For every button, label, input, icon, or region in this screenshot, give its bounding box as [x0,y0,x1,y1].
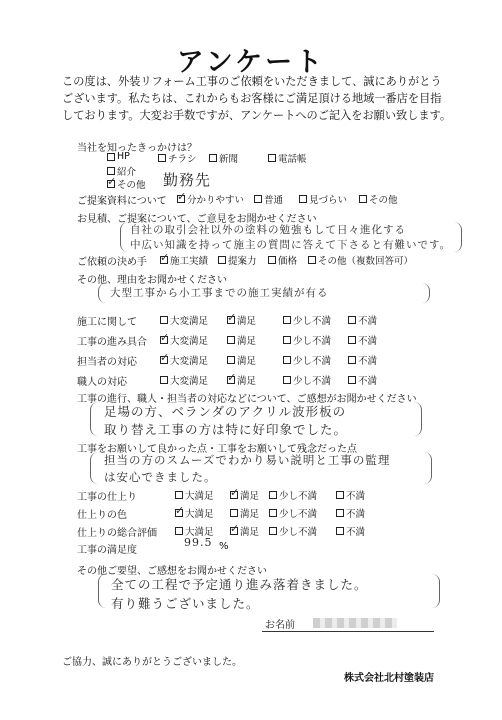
checkbox[interactable] [218,256,226,264]
q8-answer-line-1: 担当の方のスムーズでわかり易い説明と工事の監理 [104,453,391,467]
q1-option-newspaper[interactable]: 新聞 [209,151,238,165]
name-label: お名前 [265,620,295,631]
q4-option-other[interactable]: その他（複数回答可） [308,253,413,267]
checkbox[interactable] [348,336,356,344]
rating-option-0-0[interactable]: 大変満足 [160,313,208,327]
rating-option-1-0[interactable]: ✓ 大変満足 [160,333,208,347]
name-underline [262,631,434,632]
checkbox[interactable] [107,153,115,161]
finish-option-0-2[interactable]: 少し不満 [269,488,317,502]
q4-option-price[interactable]: 価格 [268,253,297,267]
q3-answer-line-2: 中広い知識を持って施主の質問に答えて下さると有難いです。 [130,239,452,251]
checkbox-checked[interactable] [177,195,185,203]
checkbox[interactable] [308,256,316,264]
rating-option-3-3[interactable]: 不満 [348,373,377,387]
checkbox-checked[interactable] [230,527,238,535]
q1-other-text: 勤務先 [163,171,212,189]
checkbox-checked[interactable] [227,316,235,324]
checkbox-checked[interactable] [175,509,183,517]
checkbox[interactable] [359,195,367,203]
finish-label-overall: 仕上りの総合評価 [77,528,157,539]
q7-label: 工事の進行、職人・担当者の対応などについて、ご感想がお聞かせください [77,394,417,405]
finish-label-color: 仕上りの色 [77,510,127,521]
checkbox-checked[interactable] [160,356,168,364]
rating-label-staff: 担当者の対応 [77,357,137,368]
finish-option-1-3[interactable]: 不満 [336,506,365,520]
finish-option-2-2[interactable]: 少し不満 [269,524,317,538]
q1-option-phonebook[interactable]: 電話帳 [268,151,307,165]
rating-option-2-1[interactable]: 満足 [227,353,256,367]
intro-line-2: ございます。私たちは、これからもお客様にご満足頂ける地域一番店を目指 [62,92,442,105]
rating-option-1-2[interactable]: 少し不満 [283,333,331,347]
q2-option-hard[interactable]: 見づらい [299,192,347,206]
rating-option-1-1[interactable]: 満足 [227,333,256,347]
checkbox[interactable] [348,376,356,384]
checkbox[interactable] [268,256,276,264]
satisfaction-unit: % [219,541,229,552]
q1-label: 当社を知ったきっかけは？ [77,143,197,154]
rating-option-2-2[interactable]: 少し不満 [283,353,331,367]
rating-label-progress: 工事の進み具合 [77,337,147,348]
checkbox[interactable] [230,509,238,517]
q7-answer-line-1: 足場の方、ベランダのアクリル波形板の [104,404,347,419]
intro-line-1: この度は、外装リフォーム工事のご依頼をいただきまして、誠にありがとう [62,75,442,88]
checkbox[interactable] [227,356,235,364]
rating-option-2-3[interactable]: 不満 [348,353,377,367]
checkbox[interactable] [299,195,307,203]
checkbox-checked[interactable] [160,256,168,264]
checkbox[interactable] [336,491,344,499]
checkbox[interactable] [107,167,115,175]
finish-option-1-2[interactable]: 少し不満 [269,506,317,520]
rating-option-0-1[interactable]: ✓ 満足 [227,313,256,327]
finish-label-quality: 工事の仕上り [77,492,137,503]
rating-option-1-3[interactable]: 不満 [348,333,377,347]
q5-label: その他、理由をお聞かせください [77,275,227,286]
q1-option-flyer[interactable]: チラシ [158,151,197,165]
checkbox-checked[interactable] [227,376,235,384]
q4-label: ご依頼の決め手 [77,257,147,268]
finish-option-0-3[interactable]: 不満 [336,488,365,502]
rating-option-2-0[interactable]: ✓ 大変満足 [160,353,208,367]
q5-answer: 大型工事から小工事までの施工実績が有る [110,287,329,299]
rating-option-3-2[interactable]: 少し不満 [283,373,331,387]
checkbox[interactable] [254,195,262,203]
checkbox[interactable] [227,336,235,344]
checkbox[interactable] [283,336,291,344]
checkbox-checked[interactable] [107,180,115,188]
checkbox-checked[interactable] [230,491,238,499]
rating-option-3-1[interactable]: ✓ 満足 [227,373,256,387]
checkbox[interactable] [348,356,356,364]
rating-label-construction: 施工に関して [77,317,137,328]
company-name: 株式会社北村塗装店 [344,673,434,684]
satisfaction-value: 99.5 [184,536,213,549]
finish-option-0-1[interactable]: ✓ 満足 [230,488,259,502]
q8-label: 工事をお願いして良かった点・工事をお願いして残念だった点 [77,444,357,455]
checkbox[interactable] [269,491,277,499]
checkbox[interactable] [209,154,217,162]
q10-answer-line-2: 有り難うございました。 [111,596,260,611]
satisfaction-label: 工事の満足度 [77,545,137,556]
rating-option-3-0[interactable]: 大変満足 [160,373,208,387]
checkbox[interactable] [160,316,168,324]
q4-option-proposal[interactable]: 提案力 [218,253,257,267]
checkbox[interactable] [160,376,168,384]
intro-line-3: しております。大変お手数ですが、アンケートへのご記入をお願い致します。 [62,109,452,122]
checkbox[interactable] [348,316,356,324]
checkbox[interactable] [269,509,277,517]
checkbox[interactable] [283,316,291,324]
q2-option-other[interactable]: その他 [359,192,398,206]
checkbox[interactable] [283,376,291,384]
finish-option-0-0[interactable]: 大満足 [175,488,214,502]
checkbox-checked[interactable] [160,336,168,344]
finish-option-1-1[interactable]: 満足 [230,506,259,520]
finish-option-2-1[interactable]: ✓ 満足 [230,524,259,538]
q8-answer-line-2: は安心できました。 [104,470,217,484]
q10-answer-line-1: 全ての工程で予定通り進み落着きました。 [111,577,368,592]
redacted-name [313,618,397,628]
finish-option-1-0[interactable]: ✓ 大満足 [175,506,214,520]
page-title: アンケート [176,47,326,78]
rating-option-0-3[interactable]: 不満 [348,313,377,327]
q3-answer-line-1: 自社の取引会社以外の塗料の勉強もして日々進化する [130,224,406,236]
checkbox[interactable] [175,527,183,535]
finish-option-2-0[interactable]: 大満足 [175,524,214,538]
checkbox[interactable] [268,154,276,162]
checkbox[interactable] [336,527,344,535]
q1-option-hp[interactable]: HP [107,151,130,162]
q1-option-other[interactable]: ✓ その他 [107,177,146,191]
q10-label: その他ご要望、ご感想をお聞かせください [77,566,267,577]
q2-option-clear[interactable]: ✓ 分かりやすい [177,192,244,206]
q7-answer-line-2: 取り替え工事の方は特に好印象でした。 [104,422,348,437]
rating-option-0-2[interactable]: 少し不満 [283,313,331,327]
checkbox[interactable] [336,509,344,517]
q4-option-track-record[interactable]: ✓ 施工実績 [160,253,208,267]
q2-label: ご提案資料について [77,196,167,207]
checkbox[interactable] [269,527,277,535]
checkbox[interactable] [175,491,183,499]
footer-thanks: ご協力、誠にありがとうございました。 [62,657,242,668]
q1-option-referral[interactable]: 紹介 [107,164,136,178]
q3-label: お見積、ご提案について、ご意見をお聞かせください [77,214,317,225]
rating-label-craftsmen: 職人の対応 [77,377,127,388]
checkbox[interactable] [158,154,166,162]
finish-option-2-3[interactable]: 不満 [336,524,365,538]
checkbox[interactable] [283,356,291,364]
q2-option-normal[interactable]: 普通 [254,192,283,206]
